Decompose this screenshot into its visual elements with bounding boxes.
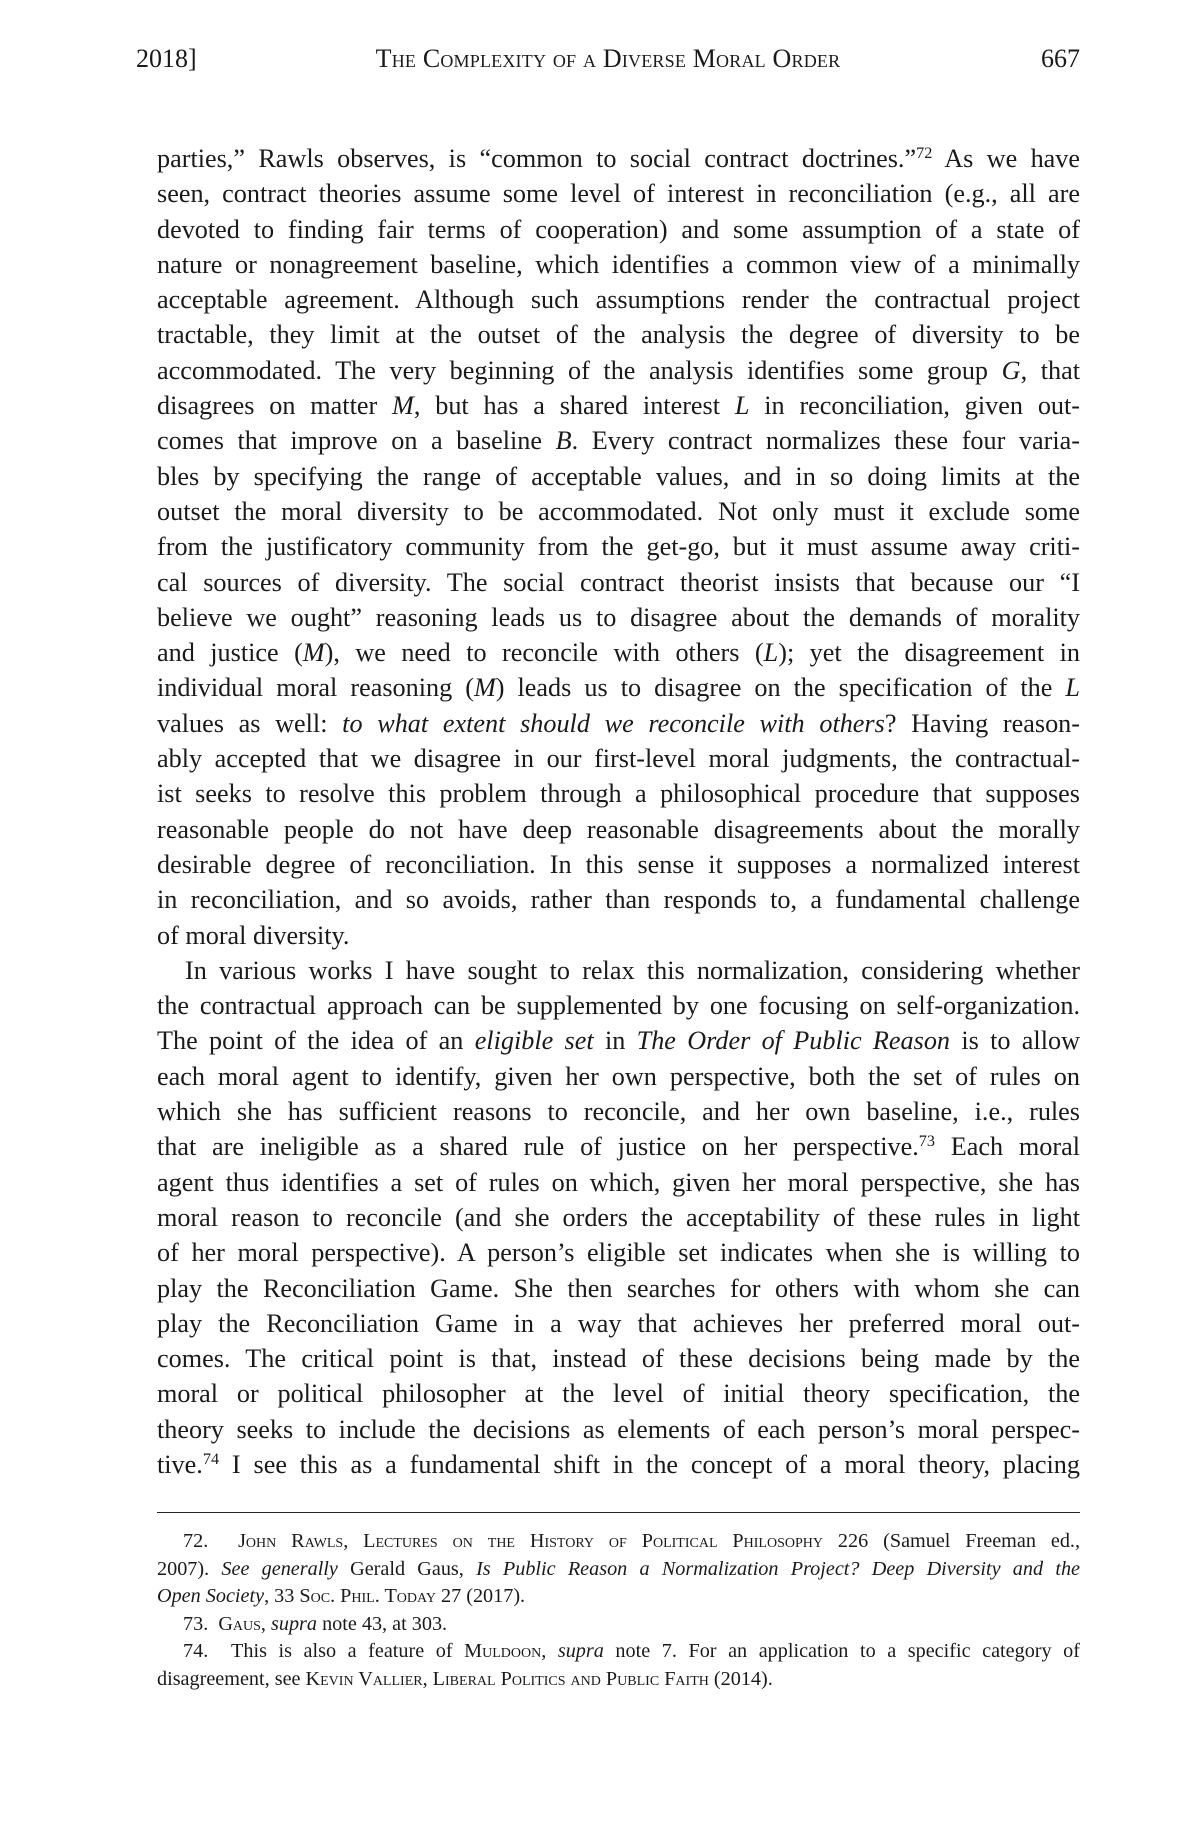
text-line: cal sources of diversity. The social contract theorist insists that because our “I [157,567,1080,597]
paragraph-1 [157,141,1080,953]
text-line: ist seeks to resolve this problem through a philosophical procedure that supposes [157,779,1080,809]
paragraph-2 [157,953,1080,1482]
text-line: each moral agent to identify, given her own perspective, both the set of rules on [157,1061,1080,1091]
page-number: 667 [1041,44,1080,73]
text-line: moral reason to reconcile (and she orders the acceptability of these rules in light [157,1202,1080,1232]
text-line: tractable, they limit at the outset of the analysis the degree of diversity to be [157,320,1080,350]
text-line: seen, contract theories assume some level of interest in reconciliation (e.g., all are [157,179,1080,209]
footnote-ref-72: 72 [916,144,933,163]
text-line: and justice (M), we need to reconcile with others (L); yet the disagreement in [157,638,1080,668]
text-line: comes. The critical point is that, instead of these decisions being made by the [157,1344,1080,1374]
footnote-line: 74. This is also a feature of Muldoon, supra note 7. For an application to a specific category of [183,1640,1081,1663]
text-line: accommodated. The very beginning of the analysis identifies some group G, that [157,355,1080,385]
footnote-line: 72. John Rawls, Lectures on the History of Political Philosophy 226 (Samuel Freeman ed., [183,1530,1081,1552]
text-line: theory seeks to include the decisions as elements of each person’s moral perspec- [157,1414,1080,1444]
footnote-74 [157,1638,1080,1693]
text-line: ably accepted that we disagree in our first-level moral judgments, the contractual- [157,744,1080,774]
text-line: In various works I have sought to relax this normalization, considering whether [185,955,1080,985]
footnote-ref-73: 73 [918,1132,936,1151]
article-title-header: The Complexity of a Diverse Moral Order [375,44,841,73]
footnote-line: Open Society, 33 Soc. Phil. Today 27 (2017). [157,1585,526,1608]
text-line: parties,” Rawls observes, is “common to social contract doctrines.”$^{72}$ As we have [157,144,1080,173]
text-line: comes that improve on a baseline B. Every contract normalizes these four varia- [157,426,1080,456]
text-line: values as well: to what extent should we reconcile with others? Having reason- [157,708,1081,738]
running-header [136,44,1080,84]
text-line: in reconciliation, and so avoids, rather than responds to, a fundamental challenge [157,885,1080,915]
footnote-line: disagreement, see Kevin Vallier, Liberal Politics and Public Faith (2014). [157,1667,773,1690]
footnote-number: 74. [183,1640,209,1663]
text-line: The point of the idea of an eligible set in The Order of Public Reason is to allow [157,1026,1080,1056]
footnote-72 [157,1528,1080,1611]
footnote-73 [157,1611,1080,1639]
footnote-divider [157,1512,1080,1513]
text-line: bles by specifying the range of acceptable values, and in so doing limits at the [157,461,1080,491]
footnote-number: 73. [183,1612,209,1635]
text-line: desirable degree of reconciliation. In this sense it supposes a normalized interest [157,849,1080,879]
text-line: believe we ought” reasoning leads us to disagree about the demands of morality [157,602,1080,632]
text-line: of moral diversity. [157,920,350,950]
text-line: from the justificatory community from the get-go, but it must assume away criti- [157,532,1080,562]
text-line: tive.$^{74}$ I see this as a fundamental shift in the concept of a moral theory, placing [157,1449,1080,1479]
footnote-line: 73. Gaus, supra note 43, at 303. [183,1612,448,1635]
text-line: play the Reconciliation Game. She then searches for others with whom she can [157,1273,1080,1303]
text-line: which she has sufficient reasons to reconcile, and her own baseline, i.e., rules [157,1097,1080,1127]
text-line: the contractual approach can be supplemented by one focusing on self-organization. [157,991,1080,1021]
text-line: of her moral perspective). A person’s eligible set indicates when she is willing to [157,1238,1080,1268]
text-line: play the Reconciliation Game in a way that achieves her preferred moral out- [157,1308,1080,1338]
text-line: individual moral reasoning (M) leads us to disagree on the specification of the L [157,673,1080,703]
text-line: agent thus identifies a set of rules on which, given her moral perspective, she has [157,1167,1080,1197]
text-line: reasonable people do not have deep reasonable disagreements about the morally [157,814,1080,844]
volume-year: 2018] [136,44,197,73]
text-line: outset the moral diversity to be accommodated. Not only must it exclude some [157,496,1080,526]
text-line: nature or nonagreement baseline, which identifies a common view of a minimally [157,249,1080,279]
text-line: that are ineligible as a shared rule of justice on her perspective.$^{73}$ Each moral [157,1132,1080,1162]
text-line: moral or political philosopher at the level of initial theory specification, the [157,1379,1080,1409]
footnote-ref-74: 74 [202,1450,220,1469]
footnote-number: 72. [183,1530,209,1552]
footnote-line: 2007). See generally Gerald Gaus, Is Public Reason a Normalization Project? Deep Diversity and the [157,1557,1080,1580]
main-text [157,141,1080,1482]
footnotes [157,1528,1080,1694]
text-line: disagrees on matter M, but has a shared interest L in reconciliation, given out- [157,391,1081,421]
text-line: acceptable agreement. Although such assumptions render the contractual project [157,285,1080,315]
text-line: devoted to finding fair terms of cooperation) and some assumption of a state of [157,214,1080,244]
